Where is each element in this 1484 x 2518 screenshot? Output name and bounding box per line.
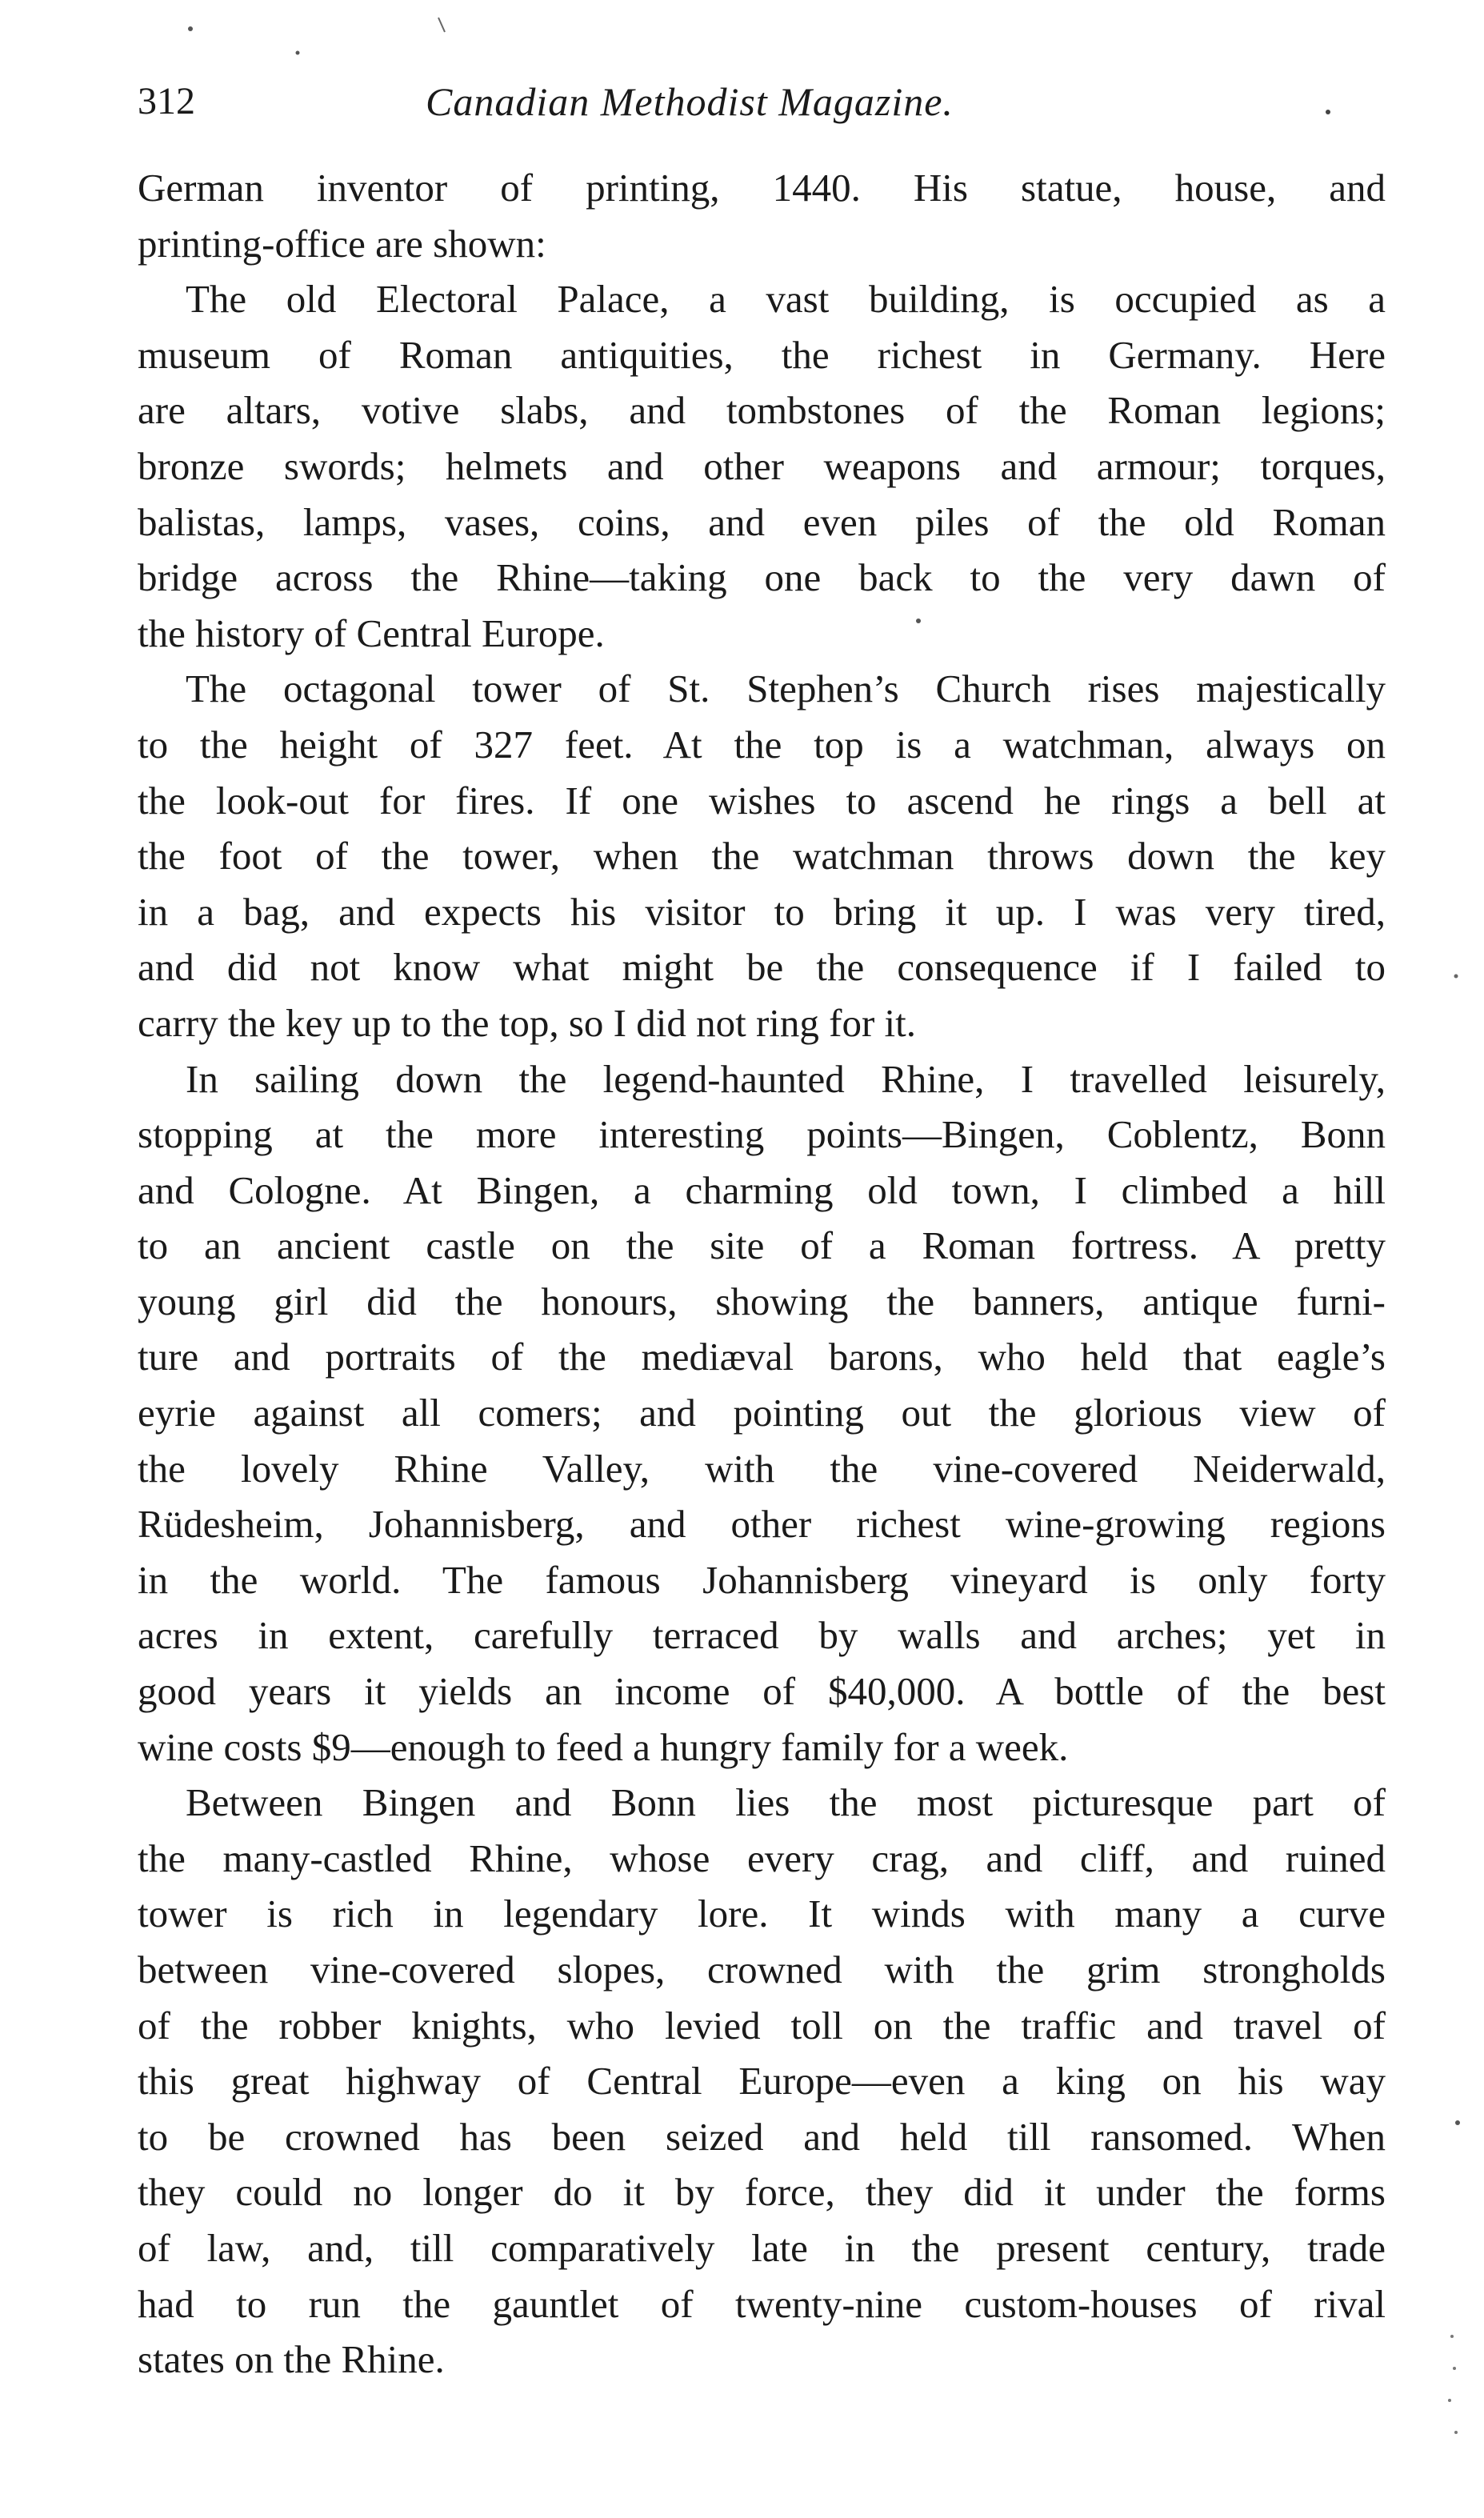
text-line: the foot of the tower, when the watchman throws down the key (138, 834, 1386, 879)
text-line: acres in extent, carefully terraced by walls and arches; yet in (138, 1613, 1386, 1658)
text-line: stopping at the more interesting points—Bingen, Coblentz, Bonn (138, 1112, 1386, 1157)
text-line: are altars, votive slabs, and tombstones of the Roman legions; (138, 388, 1386, 433)
text-line: bronze swords; helmets and other weapons and armour; torques, (138, 443, 1386, 488)
text-line: the history of Central Europe. (138, 610, 605, 655)
text-line: and Cologne. At Bingen, a charming old town, I climbed a hill (138, 1167, 1386, 1212)
text-line: of the robber knights, who levied toll on the traffic and travel of (138, 2003, 1386, 2048)
text-line: between vine-covered slopes, crowned with the grim strongholds (138, 1948, 1386, 1992)
text-line: Between Bingen and Bonn lies the most picturesque part of (186, 1780, 1386, 1825)
body-text (138, 160, 1386, 2388)
text-line: printing-office are shown: (138, 221, 546, 266)
page-number: 312 (138, 80, 195, 122)
text-line: eyrie against all comers; and pointing out the glorious view of (138, 1391, 1386, 1435)
text-line: wine costs $9—enough to feed a hungry family for a week. (138, 1724, 1069, 1769)
text-line: tower is rich in legendary lore. It winds with many a curve (138, 1892, 1386, 1936)
text-line: ture and portraits of the mediæval barons, who held that eagle’s (138, 1335, 1386, 1379)
text-line: of law, and, till comparatively late in the present century, trade (138, 2225, 1386, 2270)
text-line: to be crowned has been seized and held till ransomed. When (138, 2114, 1386, 2159)
text-line: Rüdesheim, Johannisberg, and other richest wine-growing regions (138, 1502, 1386, 1547)
text-line: in a bag, and expects his visitor to bring it up. I was very tired, (138, 889, 1386, 934)
page-header (138, 74, 1386, 130)
text-line: young girl did the honours, showing the banners, antique furni- (138, 1279, 1386, 1323)
text-line: bridge across the Rhine—taking one back to the very dawn of (138, 555, 1386, 600)
text-line: this great highway of Central Europe—even a king on his way (138, 2059, 1386, 2104)
text-line: good years it yields an income of $40,000. A bottle of the best (138, 1669, 1386, 1714)
text-line: to an ancient castle on the site of a Roman fortress. A pretty (138, 1223, 1386, 1268)
text-line: balistas, lamps, vases, coins, and even piles of the old Roman (138, 499, 1386, 544)
text-line: the look-out for fires. If one wishes to ascend he rings a bell at (138, 778, 1386, 823)
text-line: to the height of 327 feet. At the top is a watchman, always on (138, 722, 1386, 767)
text-line: German inventor of printing, 1440. His statue, house, and (138, 166, 1386, 210)
text-line: The old Electoral Palace, a vast building, is occupied as a (186, 277, 1386, 322)
running-title: Canadian Methodist Magazine. (426, 79, 954, 124)
text-line: had to run the gauntlet of twenty-nine custom-houses of rival (138, 2281, 1386, 2326)
text-line: In sailing down the legend-haunted Rhine, I travelled leisurely, (186, 1056, 1386, 1101)
text-line: in the world. The famous Johannisberg vineyard is only forty (138, 1557, 1386, 1602)
text-line: the many-castled Rhine, whose every crag, and cliff, and ruined (138, 1835, 1386, 1880)
text-line: The octagonal tower of St. Stephen’s Church rises majestically (186, 667, 1386, 711)
text-line: and did not know what might be the consequence if I failed to (138, 945, 1386, 990)
text-line: carry the key up to the top, so I did not ring for it. (138, 1000, 916, 1045)
text-line: museum of Roman antiquities, the richest in Germany. Here (138, 332, 1386, 377)
text-line: states on the Rhine. (138, 2337, 445, 2382)
text-line: they could no longer do it by force, they did it under the forms (138, 2170, 1386, 2215)
text-line: the lovely Rhine Valley, with the vine-covered Neiderwald, (138, 1446, 1386, 1491)
